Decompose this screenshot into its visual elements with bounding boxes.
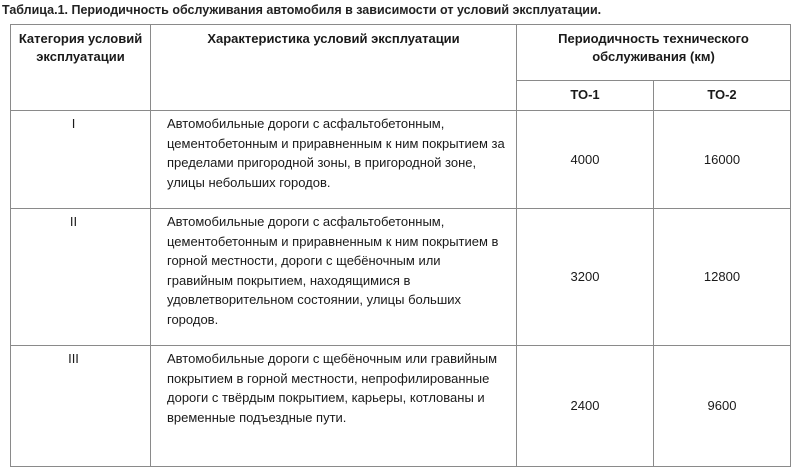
header-to1: ТО-1 — [517, 80, 654, 110]
to1-cell: 3200 — [517, 209, 654, 346]
to1-cell: 2400 — [517, 346, 654, 467]
to2-cell: 9600 — [654, 346, 791, 467]
table-row — [11, 209, 791, 346]
description-cell: Автомобильные дороги с асфальтобетонным, цементобетонным и приравненным к ним покрытием за пределами пригородной зоны, в пригородной зоне, улицы небольших городов. — [151, 111, 517, 209]
table-caption: Таблица.1. Периодичность обслуживания автомобиля в зависимости от условий эксплуатации. — [2, 3, 602, 17]
to1-cell: 4000 — [517, 111, 654, 209]
header-characteristic: Характеристика условий эксплуатации — [151, 25, 517, 111]
description-cell: Автомобильные дороги с асфальтобетонным, цементобетонным и приравненным к ним покрытием в горной местности, дороги с щебёночным или гравийным покрытием, находящимися в удовлетворительном состоянии, улицы больших городов. — [151, 209, 517, 346]
description-cell: Автомобильные дороги с щебёночным или гравийным покрытием в горной местности, непрофилированные дороги с твёрдым покрытием, карьеры, котлованы и временные подъездные пути. — [151, 346, 517, 467]
table-row — [11, 111, 791, 209]
header-to2: ТО-2 — [654, 80, 791, 110]
category-cell: II — [11, 209, 151, 346]
table-row — [11, 346, 791, 467]
category-cell: III — [11, 346, 151, 467]
to2-cell: 12800 — [654, 209, 791, 346]
maintenance-table — [10, 24, 791, 467]
header-periodicity: Периодичность технического обслуживания (км) — [517, 25, 791, 81]
to2-cell: 16000 — [654, 111, 791, 209]
header-category: Категория условий эксплуатации — [11, 25, 151, 111]
category-cell: I — [11, 111, 151, 209]
